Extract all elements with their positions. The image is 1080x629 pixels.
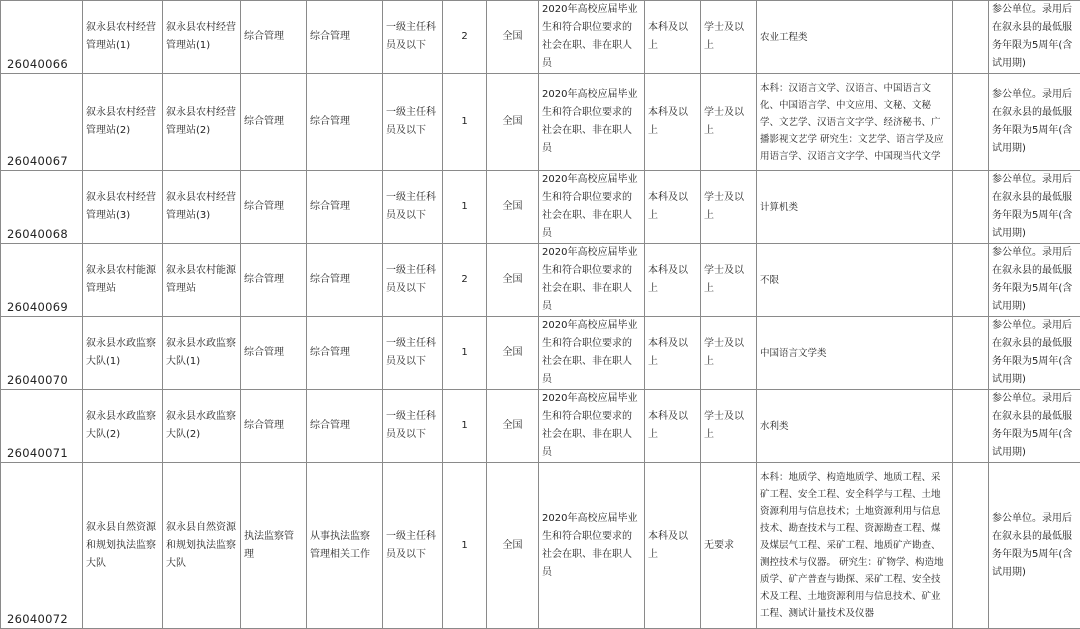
other-conditions (953, 463, 989, 629)
hiring-organ: 叙永县农村能源管理站 (163, 244, 241, 317)
rank-level: 一级主任科员及以下 (383, 1, 443, 74)
position-code: 26040072 (1, 463, 83, 629)
target-applicants: 2020年高校应届毕业生和符合职位要求的社会在职、非在职人员 (539, 390, 645, 463)
table-row (1, 463, 1080, 629)
rank-level: 一级主任科员及以下 (383, 317, 443, 390)
target-applicants: 2020年高校应届毕业生和符合职位要求的社会在职、非在职人员 (539, 244, 645, 317)
recruit-scope: 全国 (487, 74, 539, 171)
recruiting-unit: 叙永县自然资源和规划执法监察大队 (83, 463, 163, 629)
job-category: 综合管理 (241, 171, 307, 244)
major-req: 中国语言文学类 (757, 317, 953, 390)
remarks: 参公单位。录用后在叙永县的最低服务年限为5周年(含试用期) (989, 317, 1080, 390)
hiring-organ: 叙永县水政监察大队(1) (163, 317, 241, 390)
remarks: 参公单位。录用后在叙永县的最低服务年限为5周年(含试用期) (989, 74, 1080, 171)
hiring-organ: 叙永县农村经营管理站(1) (163, 1, 241, 74)
target-applicants: 2020年高校应届毕业生和符合职位要求的社会在职、非在职人员 (539, 74, 645, 171)
target-applicants: 2020年高校应届毕业生和符合职位要求的社会在职、非在职人员 (539, 463, 645, 629)
education-req: 本科及以上 (645, 171, 701, 244)
target-applicants: 2020年高校应届毕业生和符合职位要求的社会在职、非在职人员 (539, 171, 645, 244)
recruiting-unit: 叙永县水政监察大队(1) (83, 317, 163, 390)
rank-level: 一级主任科员及以下 (383, 463, 443, 629)
recruiting-unit: 叙永县水政监察大队(2) (83, 390, 163, 463)
hire-count: 1 (443, 171, 487, 244)
degree-req: 学士及以上 (701, 244, 757, 317)
recruiting-unit: 叙永县农村能源管理站 (83, 244, 163, 317)
recruiting-unit: 叙永县农村经营管理站(2) (83, 74, 163, 171)
job-category: 综合管理 (241, 1, 307, 74)
rank-level: 一级主任科员及以下 (383, 390, 443, 463)
education-req: 本科及以上 (645, 244, 701, 317)
table-row (1, 317, 1080, 390)
job-description: 综合管理 (307, 244, 383, 317)
recruit-scope: 全国 (487, 463, 539, 629)
hire-count: 1 (443, 463, 487, 629)
major-req: 不限 (757, 244, 953, 317)
recruit-scope: 全国 (487, 1, 539, 74)
recruit-scope: 全国 (487, 171, 539, 244)
remarks: 参公单位。录用后在叙永县的最低服务年限为5周年(含试用期) (989, 463, 1080, 629)
recruiting-unit: 叙永县农村经营管理站(1) (83, 1, 163, 74)
rank-level: 一级主任科员及以下 (383, 74, 443, 171)
hiring-organ: 叙永县农村经营管理站(2) (163, 74, 241, 171)
major-req: 水利类 (757, 390, 953, 463)
job-description: 从事执法监察管理相关工作 (307, 463, 383, 629)
hire-count: 2 (443, 244, 487, 317)
target-applicants: 2020年高校应届毕业生和符合职位要求的社会在职、非在职人员 (539, 1, 645, 74)
hiring-organ: 叙永县水政监察大队(2) (163, 390, 241, 463)
hiring-organ: 叙永县自然资源和规划执法监察大队 (163, 463, 241, 629)
degree-req: 学士及以上 (701, 390, 757, 463)
education-req: 本科及以上 (645, 390, 701, 463)
hire-count: 1 (443, 390, 487, 463)
job-description: 综合管理 (307, 390, 383, 463)
position-code: 26040071 (1, 390, 83, 463)
hire-count: 1 (443, 317, 487, 390)
remarks: 参公单位。录用后在叙永县的最低服务年限为5周年(含试用期) (989, 171, 1080, 244)
hiring-organ: 叙永县农村经营管理站(3) (163, 171, 241, 244)
recruit-scope: 全国 (487, 390, 539, 463)
position-code: 26040067 (1, 74, 83, 171)
table-row (1, 74, 1080, 171)
major-req: 农业工程类 (757, 1, 953, 74)
hire-count: 1 (443, 74, 487, 171)
remarks: 参公单位。录用后在叙永县的最低服务年限为5周年(含试用期) (989, 1, 1080, 74)
education-req: 本科及以上 (645, 463, 701, 629)
recruiting-unit: 叙永县农村经营管理站(3) (83, 171, 163, 244)
degree-req: 无要求 (701, 463, 757, 629)
degree-req: 学士及以上 (701, 171, 757, 244)
job-description: 综合管理 (307, 74, 383, 171)
remarks: 参公单位。录用后在叙永县的最低服务年限为5周年(含试用期) (989, 244, 1080, 317)
other-conditions (953, 171, 989, 244)
major-req: 计算机类 (757, 171, 953, 244)
major-req: 本科：地质学、构造地质学、地质工程、采矿工程、安全工程、安全科学与工程、土地资源利用与信息技术；土地资源利用与信息技术、勘查技术与工程、资源勘查工程、煤及煤层气工程、采矿工程、地质矿产勘查、测控技术与仪器。 研究生：矿物学、构造地质学、矿产普查与勘探、采矿工程、安全技术及工程、土地资源利用与信息技术、矿业工程、测试计量技术及仪器 (757, 463, 953, 629)
other-conditions (953, 1, 989, 74)
job-category: 综合管理 (241, 317, 307, 390)
hire-count: 2 (443, 1, 487, 74)
major-req: 本科：汉语言文学、汉语言、中国语言文化、中国语言学、中文应用、文秘、文秘学、文艺学、汉语言文字学、经济秘书、广播影视文艺学 研究生：文艺学、语言学及应用语言学、汉语言文字学、中国现当代文学 (757, 74, 953, 171)
position-code: 26040069 (1, 244, 83, 317)
table-row (1, 1, 1080, 74)
other-conditions (953, 74, 989, 171)
education-req: 本科及以上 (645, 1, 701, 74)
education-req: 本科及以上 (645, 317, 701, 390)
degree-req: 学士及以上 (701, 1, 757, 74)
position-code: 26040070 (1, 317, 83, 390)
education-req: 本科及以上 (645, 74, 701, 171)
table-row (1, 171, 1080, 244)
recruit-scope: 全国 (487, 244, 539, 317)
degree-req: 学士及以上 (701, 317, 757, 390)
rank-level: 一级主任科员及以下 (383, 244, 443, 317)
job-description: 综合管理 (307, 1, 383, 74)
remarks: 参公单位。录用后在叙永县的最低服务年限为5周年(含试用期) (989, 390, 1080, 463)
position-code: 26040066 (1, 1, 83, 74)
degree-req: 学士及以上 (701, 74, 757, 171)
job-description: 综合管理 (307, 317, 383, 390)
other-conditions (953, 317, 989, 390)
job-description: 综合管理 (307, 171, 383, 244)
job-category: 综合管理 (241, 390, 307, 463)
other-conditions (953, 244, 989, 317)
target-applicants: 2020年高校应届毕业生和符合职位要求的社会在职、非在职人员 (539, 317, 645, 390)
other-conditions (953, 390, 989, 463)
job-category: 综合管理 (241, 244, 307, 317)
rank-level: 一级主任科员及以下 (383, 171, 443, 244)
recruit-scope: 全国 (487, 317, 539, 390)
job-category: 综合管理 (241, 74, 307, 171)
position-code: 26040068 (1, 171, 83, 244)
job-category: 执法监察管理 (241, 463, 307, 629)
table-row (1, 244, 1080, 317)
table-row (1, 390, 1080, 463)
